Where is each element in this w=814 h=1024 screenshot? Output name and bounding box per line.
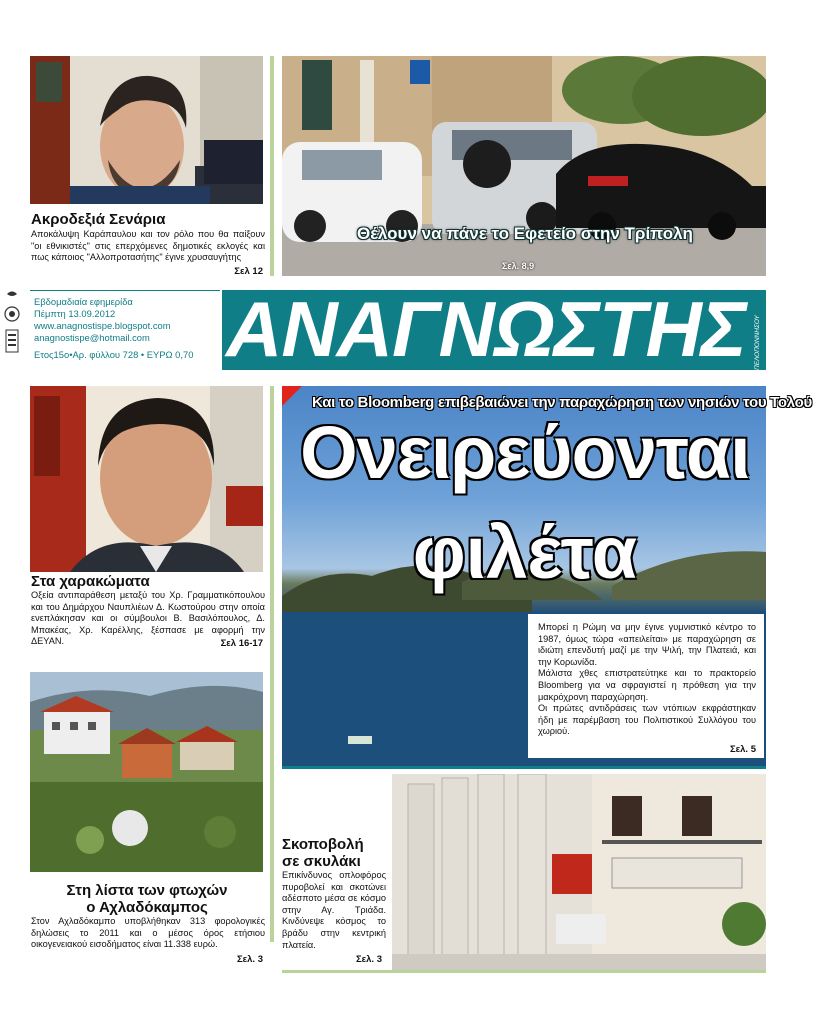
main-page-ref: Σελ. 5 bbox=[729, 743, 756, 755]
issue-info: Ετος15ο•Αρ. φύλλου 728 • ΕΥΡΩ 0,70 bbox=[34, 349, 194, 360]
village-page-ref: Σελ. 3 bbox=[236, 954, 263, 965]
story-body: Οξεία αντιπαράθεση μεταξύ του Χρ. Γραμματικόπουλου και του Δημάρχου Ναυπλιέων Δ. Κωστούρου στην οποία ενεπλάκησαν και οι σύμβουλοι Β. Βασιλόπουλος, Δ. Μπακέας, Χρ. Καρέλλης, ξέσπασε με αφορμή την ΔΕΥΑΝ. bbox=[31, 590, 265, 647]
dog-body: Επικίνδυνος οπλοφόρος πυροβολεί και σκοτώνει αδέσποτο μέσα σε κόσμο στην Αγ. Τριάδα. Κινδύνεψε κόσμος το βράδυ στην κεντρική πλατεία. bbox=[282, 870, 386, 950]
red-corner-accent bbox=[282, 386, 302, 406]
village-photo bbox=[30, 672, 263, 872]
elia-logo bbox=[3, 288, 21, 368]
cars-photo-caption[interactable]: Θέλουν να πάνε το Εφετείο στην Τρίπολη bbox=[357, 224, 693, 243]
story-body-far-right: Αποκάλυψη Καράπαυλου και τον ρόλο που θα παίξουν "οι εθνικιστές" στις επερχόμενες δημοτικές εκλογές και πως κάποιος "Αλλοπροτασήτης" έγινε χρυσαυγήτης bbox=[31, 229, 265, 263]
column-divider bbox=[270, 56, 274, 276]
dog-headline-line2[interactable]: σε σκυλάκι bbox=[282, 853, 361, 870]
main-body-paragraph: Μπορεί η Ρώμη να μην έγινε γυμνιστικό κέντρο το 1987, όμως τώρα «απειλείται» με παραχώρηση σε ιδιώτη επενδυτή μαζί με την Ψιλή, την Πλατειά, και την Κορωνίδα. bbox=[538, 622, 756, 667]
main-story-textbox bbox=[528, 614, 764, 758]
main-headline-line1[interactable]: Ονειρεύονται bbox=[300, 411, 750, 494]
main-story-rule bbox=[282, 766, 766, 769]
square-photo bbox=[392, 774, 766, 970]
village-headline-line2[interactable]: ο Αχλαδόκαμπος bbox=[86, 899, 208, 916]
dog-page-ref: Σελ. 3 bbox=[355, 954, 382, 965]
main-story-kicker[interactable]: Και το Bloomberg επιβεβαιώνει την παραχώρηση των νησιών του Τολού bbox=[312, 394, 812, 411]
email-link[interactable]: anagnostispe@hotmail.com bbox=[34, 332, 150, 343]
column-divider bbox=[270, 386, 274, 942]
village-body: Στον Αχλαδόκαμπο υποβλήθηκαν 313 φορολογικές δηλώσεις το 2011 και ο μέσος όρος ετήσιου οικογενειακού εισοδήματος είναι 11.338 ευρώ. bbox=[31, 916, 265, 950]
portrait-photo-top bbox=[30, 56, 263, 204]
website-link[interactable]: www.anagnostispe.blogspot.com bbox=[34, 320, 171, 331]
newspaper-type: Εβδομαδιαία εφημερίδα bbox=[34, 296, 133, 307]
story-headline[interactable]: Στα χαρακώματα bbox=[31, 573, 150, 590]
masthead-left-rule bbox=[30, 290, 220, 291]
dog-headline-line1[interactable]: Σκοποβολή bbox=[282, 836, 364, 853]
main-body-paragraph: Οι πρώτες αντιδράσεις των ντόπιων εκφράστηκαν ήδη με παρέμβαση του Πολιτιστικού Συλλόγου του χωριού. bbox=[538, 703, 756, 737]
main-body-paragraph: Μάλιστα χθες επιστρατεύτηκε και το πρακτορείο Bloomberg για να σφραγιστεί η πρόθεση για την μακρόχρονη παραχώρηση. bbox=[538, 668, 756, 702]
village-headline-line1[interactable]: Στη λίστα των φτωχών bbox=[66, 882, 228, 899]
main-headline-line2[interactable]: φιλέτα bbox=[412, 511, 638, 594]
story-headline-far-right[interactable]: Ακροδεξιά Σενάρια bbox=[31, 211, 166, 228]
issue-date: Πέμπτη 13.09.2012 bbox=[34, 308, 116, 319]
politician-photo bbox=[30, 386, 263, 572]
page-ref: Σελ 12 bbox=[234, 266, 263, 277]
bottom-rule bbox=[282, 970, 766, 973]
masthead-title[interactable]: ΑΝΑΓΝΩΣΤΗΣ bbox=[226, 285, 746, 373]
cars-photo-page-ref: Σελ. 8,9 bbox=[502, 261, 535, 271]
masthead-subtitle: ΠΕΛΟΠΟΝΝΗΣΟΥ bbox=[754, 315, 761, 370]
page-ref: Σελ 16-17 bbox=[220, 638, 263, 649]
